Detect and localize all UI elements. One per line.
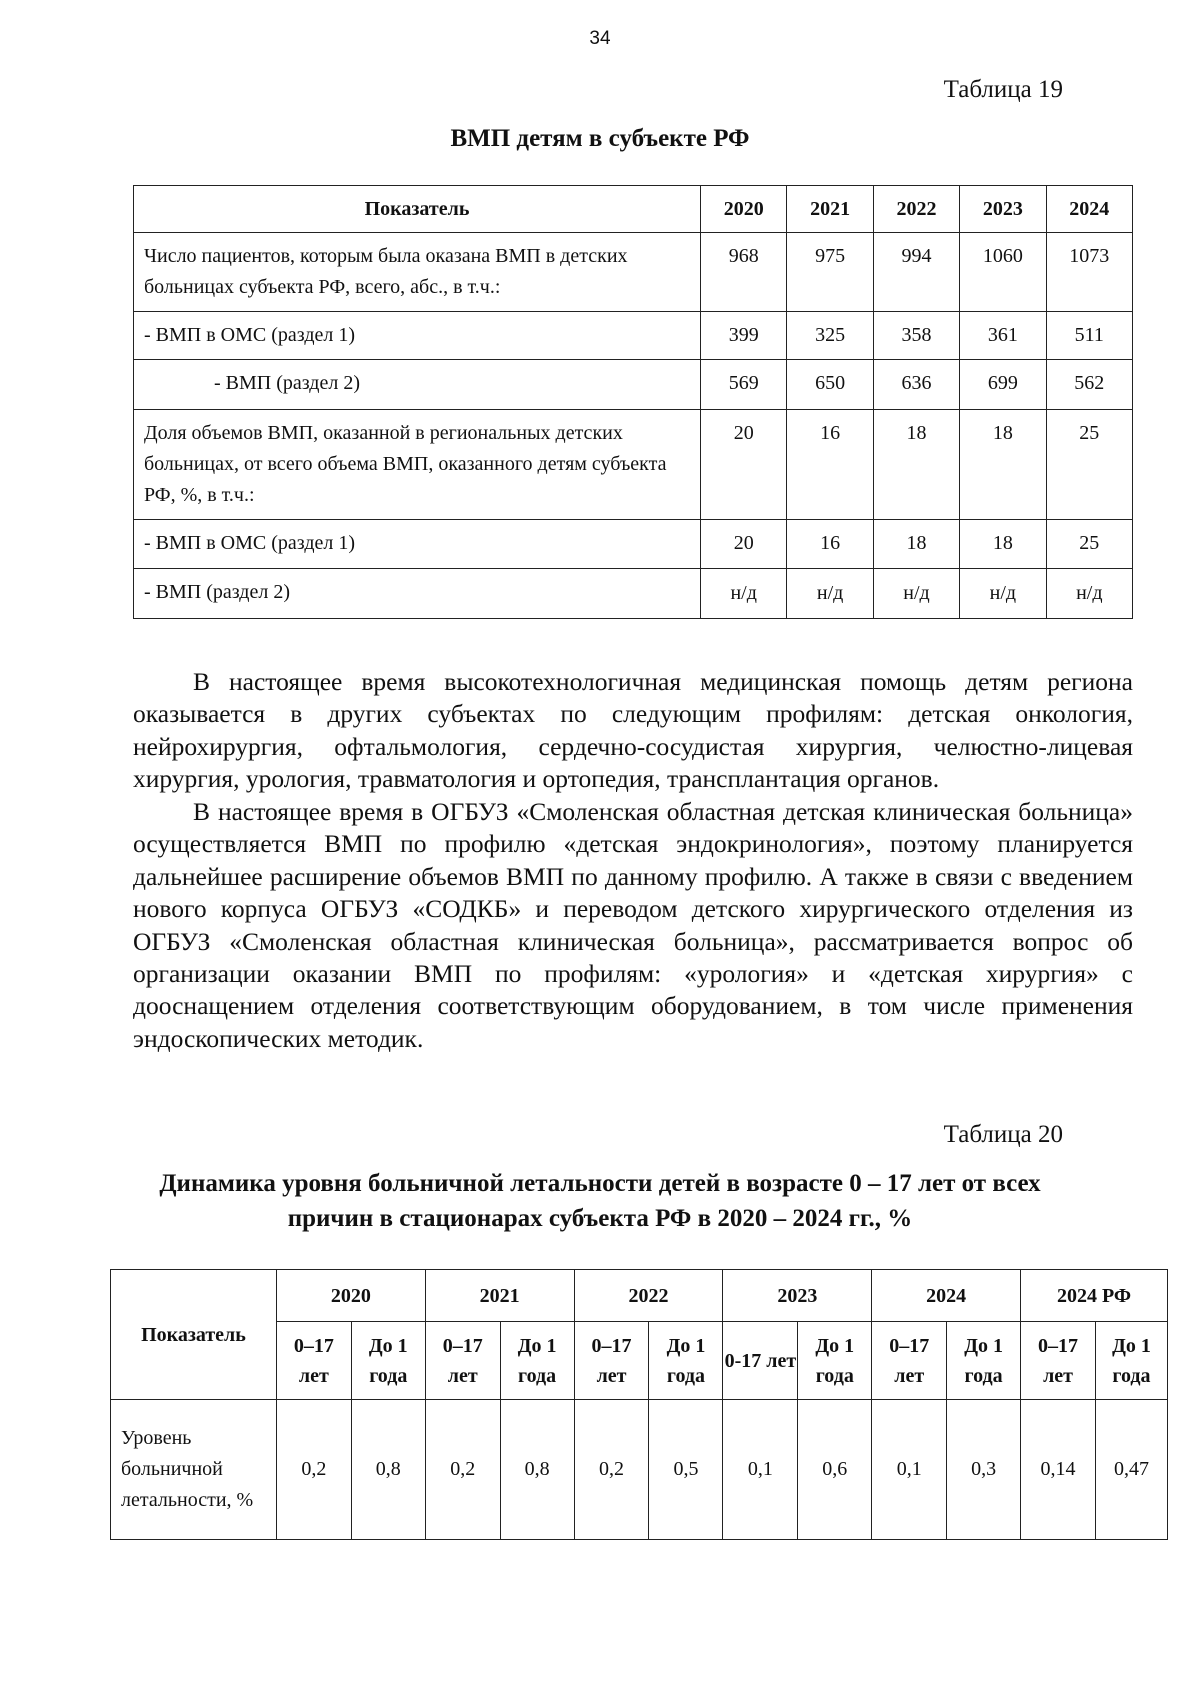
row-label: Число пациентов, которым была оказана ВМП в детских больницах субъекта РФ, всего, абс., в т.ч.: (134, 233, 701, 312)
header-cell: 2021 (787, 186, 873, 233)
header-cell: 2024 (1046, 186, 1132, 233)
cell: 968 (701, 233, 787, 312)
header-cell: Показатель (111, 1270, 277, 1400)
table-row (134, 233, 1133, 312)
year-header: 2022 (574, 1270, 723, 1322)
cell: 0,1 (723, 1400, 798, 1540)
cell: 650 (787, 360, 873, 410)
table-20 (110, 1269, 1168, 1540)
table-20-title-line2: причин в стационарах субъекта РФ в 2020 – 2024 гг., % (287, 1205, 913, 1232)
cell: 16 (787, 520, 873, 569)
table-header-row (111, 1270, 1168, 1322)
table-19-title: ВМП детям в субъекте РФ (450, 125, 750, 152)
table-row (134, 569, 1133, 619)
table-row (134, 312, 1133, 360)
cell: 18 (960, 410, 1046, 520)
subheader-cell: До 1 года (798, 1322, 872, 1400)
subheader-cell: 0–17 лет (872, 1322, 947, 1400)
cell: 0,8 (351, 1400, 425, 1540)
cell: 0,47 (1095, 1400, 1167, 1540)
page-number: 34 (589, 28, 611, 49)
cell: 18 (960, 520, 1046, 569)
subheader-cell: До 1 года (500, 1322, 574, 1400)
cell: 25 (1046, 520, 1132, 569)
cell: 569 (701, 360, 787, 410)
cell: 636 (873, 360, 959, 410)
row-label: - ВМП в ОМС (раздел 1) (134, 520, 701, 569)
cell: 1073 (1046, 233, 1132, 312)
cell: 0,5 (649, 1400, 723, 1540)
header-cell: 2022 (873, 186, 959, 233)
cell: 18 (873, 520, 959, 569)
table-header-row (134, 186, 1133, 233)
subheader-cell: 0–17 лет (276, 1322, 351, 1400)
cell: н/д (873, 569, 959, 619)
paragraph-1: В настоящее время высокотехнологичная медицинская помощь детям региона оказывается в других субъектах по следующим профилям: детская онкология, нейрохирургия, офтальмология, сердечно-сосудистая хирургия, челюстно-лицевая хирургия, урология, травматология и ортопедия, трансплантация органов. (133, 667, 1133, 794)
table-19 (133, 185, 1133, 619)
row-label: - ВМП (раздел 2) (134, 569, 701, 619)
subheader-cell: До 1 года (947, 1322, 1021, 1400)
row-label: Доля объемов ВМП, оказанной в региональных детских больницах, от всего объема ВМП, оказанного детям субъекта РФ, %, в т.ч.: (134, 410, 701, 520)
cell: 0,1 (872, 1400, 947, 1540)
row-label: - ВМП (раздел 2) (134, 360, 701, 410)
subheader-cell: До 1 года (649, 1322, 723, 1400)
cell: 20 (701, 520, 787, 569)
cell: 0,2 (276, 1400, 351, 1540)
year-header: 2023 (723, 1270, 872, 1322)
cell: 994 (873, 233, 959, 312)
cell: 975 (787, 233, 873, 312)
year-header: 2021 (425, 1270, 574, 1322)
cell: н/д (1046, 569, 1132, 619)
subheader-cell: 0-17 лет (723, 1322, 798, 1400)
cell: 16 (787, 410, 873, 520)
year-header: 2024 (872, 1270, 1021, 1322)
header-cell: 2023 (960, 186, 1046, 233)
paragraph-2: В настоящее время в ОГБУЗ «Смоленская областная детская клиническая больница» осуществляется ВМП по профилю «детская эндокринология», поэтому планируется дальнейшее расширение объемов ВМП по данному профилю. А также в связи с введением нового корпуса ОГБУЗ «СОДКБ» и переводом детского хирургического отделения из ОГБУЗ «Смоленская областная клиническая больница», рассматривается вопрос об организации оказании ВМП по профилям: «урология» и «детская хирургия» с дооснащением отделения соответствующим оборудованием, в том числе применения эндоскопических методик. (133, 797, 1133, 1053)
subheader-cell: До 1 года (351, 1322, 425, 1400)
year-header: 2020 (276, 1270, 425, 1322)
table-19-label: Таблица 19 (943, 76, 1063, 103)
cell: 325 (787, 312, 873, 360)
cell: 699 (960, 360, 1046, 410)
cell: 1060 (960, 233, 1046, 312)
table-row (134, 410, 1133, 520)
year-header: 2024 РФ (1021, 1270, 1168, 1322)
cell: 399 (701, 312, 787, 360)
table-row (134, 360, 1133, 410)
cell: 0,2 (425, 1400, 500, 1540)
subheader-cell: 0–17 лет (425, 1322, 500, 1400)
row-label: - ВМП в ОМС (раздел 1) (134, 312, 701, 360)
cell: 361 (960, 312, 1046, 360)
table-row (134, 520, 1133, 569)
cell: 0,6 (798, 1400, 872, 1540)
cell: 20 (701, 410, 787, 520)
cell: н/д (960, 569, 1046, 619)
header-cell: 2020 (701, 186, 787, 233)
cell: 0,3 (947, 1400, 1021, 1540)
subheader-cell: 0–17 лет (574, 1322, 649, 1400)
cell: 18 (873, 410, 959, 520)
subheader-cell: До 1 года (1095, 1322, 1167, 1400)
cell: 25 (1046, 410, 1132, 520)
table-row (111, 1400, 1168, 1540)
cell: н/д (787, 569, 873, 619)
cell: 0,14 (1021, 1400, 1096, 1540)
cell: н/д (701, 569, 787, 619)
cell: 0,2 (574, 1400, 649, 1540)
cell: 562 (1046, 360, 1132, 410)
row-label: Уровень больничной летальности, % (111, 1400, 277, 1540)
table-20-label: Таблица 20 (943, 1121, 1063, 1148)
cell: 0,8 (500, 1400, 574, 1540)
subheader-cell: 0–17 лет (1021, 1322, 1096, 1400)
cell: 511 (1046, 312, 1132, 360)
cell: 358 (873, 312, 959, 360)
header-cell: Показатель (134, 186, 701, 233)
table-20-title-line1: Динамика уровня больничной летальности детей в возрасте 0 – 17 лет от всех (159, 1170, 1041, 1197)
